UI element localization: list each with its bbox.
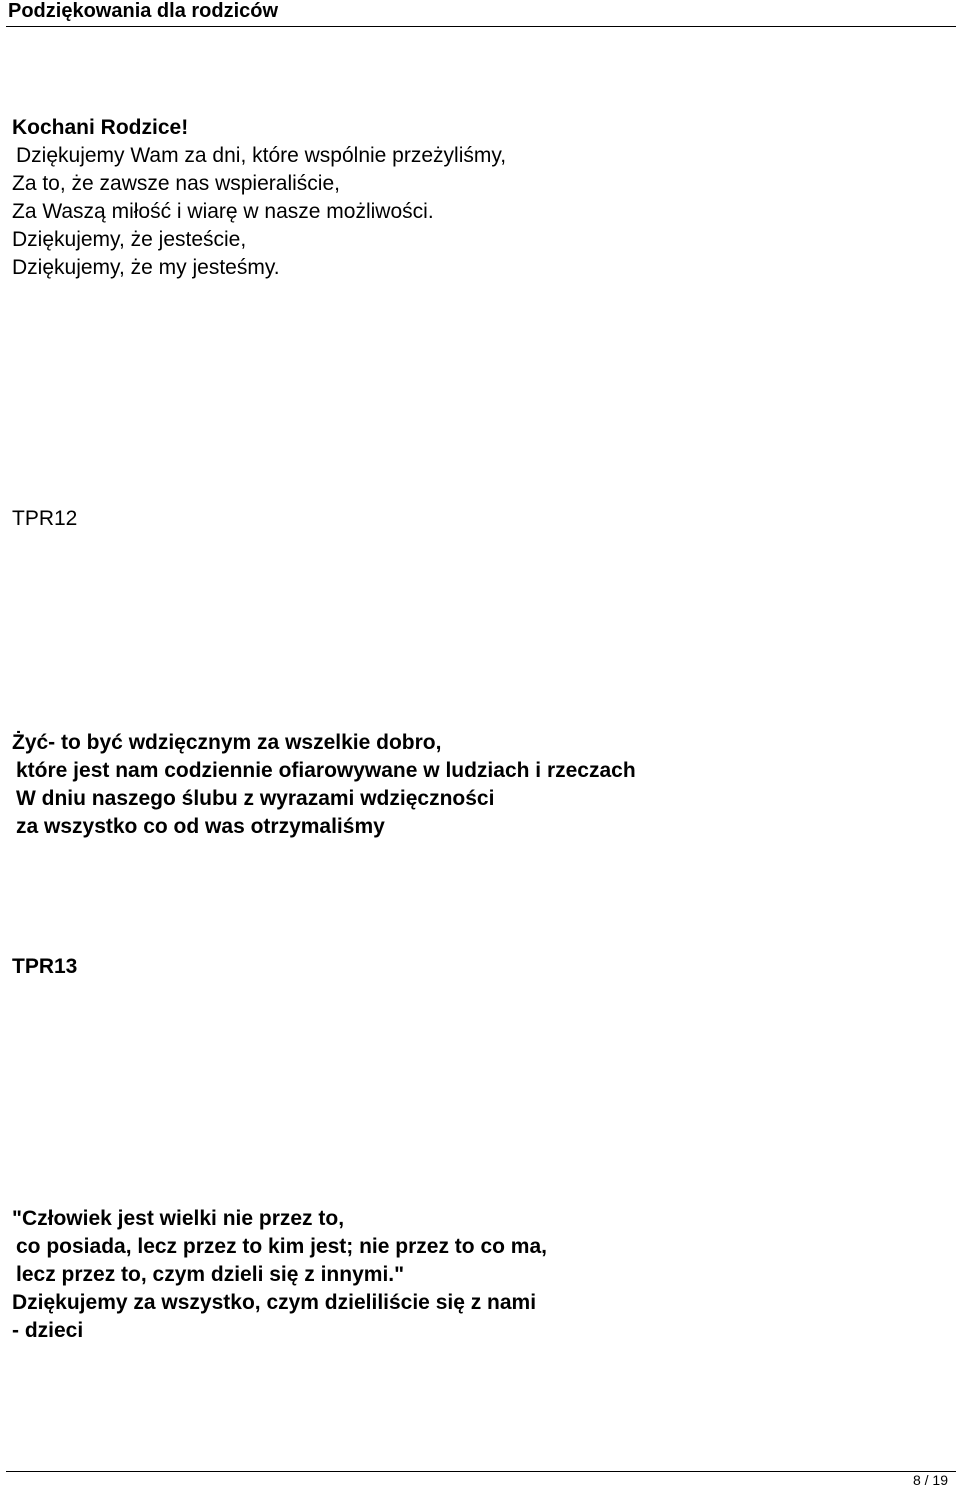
document-title: Podziękowania dla rodziców — [8, 0, 279, 22]
poem-line: za wszystko co od was otrzymaliśmy — [16, 815, 385, 838]
poem-line: Dziękujemy, że my jesteśmy. — [12, 256, 280, 279]
product-code-2: TPR13 — [12, 955, 78, 978]
poem-line: Kochani Rodzice! — [12, 116, 189, 139]
poem-line: Za Waszą miłość i wiarę w nasze możliwości. — [12, 200, 434, 223]
poem-line: które jest nam codziennie ofiarowywane w ludziach i rzeczach — [16, 759, 636, 782]
poem-line: "Człowiek jest wielki nie przez to, — [12, 1207, 345, 1230]
page-header — [6, 0, 956, 27]
page-number: 8 / 19 — [912, 1472, 948, 1488]
poem-line: Dziękujemy, że jesteście, — [12, 228, 247, 251]
poem-line: Dziękujemy za wszystko, czym dzieliliście się z nami — [12, 1291, 537, 1314]
poem-line: Żyć- to być wdzięcznym za wszelkie dobro, — [12, 731, 442, 754]
poem-line: - dzieci — [12, 1319, 84, 1342]
poem-block-1 — [12, 114, 506, 282]
poem-block-3 — [12, 1205, 547, 1345]
poem-line: co posiada, lecz przez to kim jest; nie przez to co ma, — [16, 1235, 547, 1258]
poem-block-2 — [12, 729, 636, 841]
poem-line: lecz przez to, czym dzieli się z innymi." — [16, 1263, 405, 1286]
poem-line: W dniu naszego ślubu z wyrazami wdzięczności — [16, 787, 495, 810]
poem-line: Za to, że zawsze nas wspieraliście, — [12, 172, 340, 195]
poem-line: Dziękujemy Wam za dni, które wspólnie przeżyliśmy, — [16, 144, 507, 167]
product-code-1: TPR12 — [12, 507, 78, 530]
page-footer-rule — [6, 1471, 956, 1472]
